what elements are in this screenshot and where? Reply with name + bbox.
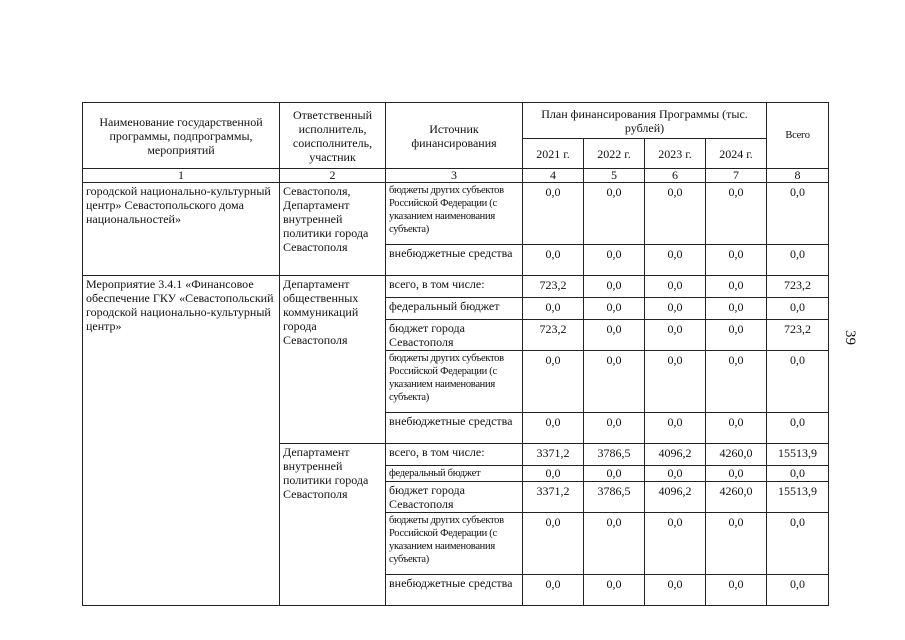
program-name: Мероприятие 3.4.1 «Финансовое обеспечение ГКУ «Севастопольский городской национально-культурный центр» (83, 276, 280, 606)
financing-table (82, 102, 829, 606)
source-cell: бюджеты других субъектов Российской Федерации (с указанием наименования субъекта) (386, 513, 523, 575)
col-number: 8 (767, 169, 829, 183)
value-cell: 3786,5 (584, 482, 645, 513)
executor-name: Департамент общественных коммуникаций города Севастополя (280, 276, 386, 444)
source-cell: внебюджетные средства (386, 575, 523, 606)
source-cell: федеральный бюджет (386, 298, 523, 320)
value-cell: 0,0 (523, 245, 584, 276)
col-number: 1 (83, 169, 280, 183)
value-cell: 15513,9 (767, 444, 829, 466)
header-year: 2023 г. (645, 139, 706, 169)
value-cell: 0,0 (767, 351, 829, 413)
source-cell: внебюджетные средства (386, 245, 523, 276)
table-row (83, 276, 829, 298)
value-cell: 0,0 (645, 413, 706, 444)
col-number: 4 (523, 169, 584, 183)
source-cell: федеральный бюджет (386, 466, 523, 482)
value-cell: 0,0 (523, 466, 584, 482)
value-cell: 0,0 (584, 245, 645, 276)
header-year: 2021 г. (523, 139, 584, 169)
value-cell: 0,0 (584, 351, 645, 413)
value-cell: 0,0 (767, 183, 829, 245)
value-cell: 3786,5 (584, 444, 645, 466)
value-cell: 0,0 (645, 298, 706, 320)
value-cell: 0,0 (584, 413, 645, 444)
value-cell: 0,0 (645, 351, 706, 413)
value-cell: 0,0 (767, 466, 829, 482)
value-cell: 0,0 (523, 298, 584, 320)
col-number: 6 (645, 169, 706, 183)
page-number: 39 (842, 330, 858, 345)
value-cell: 0,0 (645, 575, 706, 606)
value-cell: 4260,0 (706, 444, 767, 466)
header-year: 2024 г. (706, 139, 767, 169)
source-cell: бюджет города Севастополя (386, 320, 523, 351)
value-cell: 4096,2 (645, 482, 706, 513)
col-number: 2 (280, 169, 386, 183)
value-cell: 0,0 (584, 466, 645, 482)
value-cell: 0,0 (767, 575, 829, 606)
value-cell: 0,0 (706, 513, 767, 575)
col-number: 3 (386, 169, 523, 183)
header-source: Источник финансирования (386, 103, 523, 169)
value-cell: 0,0 (706, 183, 767, 245)
executor-name: Севастополя, Департамент внутренней политики города Севастополя (280, 183, 386, 276)
value-cell: 0,0 (584, 575, 645, 606)
value-cell: 0,0 (706, 245, 767, 276)
value-cell: 0,0 (645, 466, 706, 482)
value-cell: 723,2 (523, 320, 584, 351)
value-cell: 0,0 (767, 245, 829, 276)
col-number: 7 (706, 169, 767, 183)
table-row (83, 183, 829, 245)
source-cell: внебюджетные средства (386, 413, 523, 444)
header-year: 2022 г. (584, 139, 645, 169)
value-cell: 0,0 (706, 298, 767, 320)
value-cell: 15513,9 (767, 482, 829, 513)
value-cell: 723,2 (767, 276, 829, 298)
value-cell: 0,0 (706, 413, 767, 444)
value-cell: 0,0 (523, 183, 584, 245)
value-cell: 0,0 (645, 513, 706, 575)
value-cell: 0,0 (645, 245, 706, 276)
col-number: 5 (584, 169, 645, 183)
value-cell: 0,0 (523, 413, 584, 444)
source-cell: бюджеты других субъектов Российской Федерации (с указанием наименования субъекта) (386, 183, 523, 245)
header-executor: Ответственный исполнитель, соисполнитель, участник (280, 103, 386, 169)
value-cell: 0,0 (706, 466, 767, 482)
header-plan: План финансирования Программы (тыс. рублей) (523, 103, 767, 139)
value-cell: 0,0 (645, 183, 706, 245)
source-cell: бюджет города Севастополя (386, 482, 523, 513)
value-cell: 0,0 (584, 298, 645, 320)
value-cell: 0,0 (645, 320, 706, 351)
value-cell: 0,0 (706, 276, 767, 298)
value-cell: 0,0 (523, 351, 584, 413)
header-total: Всего (767, 103, 829, 169)
value-cell: 0,0 (584, 276, 645, 298)
value-cell: 723,2 (523, 276, 584, 298)
source-cell: всего, в том числе: (386, 444, 523, 466)
value-cell: 723,2 (767, 320, 829, 351)
value-cell: 0,0 (767, 513, 829, 575)
source-cell: всего, в том числе: (386, 276, 523, 298)
program-name: городской национально-культурный центр» Севастопольского дома национальностей» (83, 183, 280, 276)
value-cell: 0,0 (584, 320, 645, 351)
value-cell: 0,0 (645, 276, 706, 298)
value-cell: 4096,2 (645, 444, 706, 466)
value-cell: 0,0 (523, 513, 584, 575)
executor-name: Департамент внутренней политики города Севастополя (280, 444, 386, 606)
value-cell: 0,0 (706, 351, 767, 413)
value-cell: 3371,2 (523, 482, 584, 513)
value-cell: 0,0 (706, 320, 767, 351)
value-cell: 0,0 (584, 513, 645, 575)
value-cell: 3371,2 (523, 444, 584, 466)
value-cell: 0,0 (523, 575, 584, 606)
value-cell: 4260,0 (706, 482, 767, 513)
value-cell: 0,0 (767, 298, 829, 320)
header-name: Наименование государственной программы, подпрограммы, мероприятий (83, 103, 280, 169)
value-cell: 0,0 (706, 575, 767, 606)
value-cell: 0,0 (584, 183, 645, 245)
value-cell: 0,0 (767, 413, 829, 444)
source-cell: бюджеты других субъектов Российской Федерации (с указанием наименования субъекта) (386, 351, 523, 413)
